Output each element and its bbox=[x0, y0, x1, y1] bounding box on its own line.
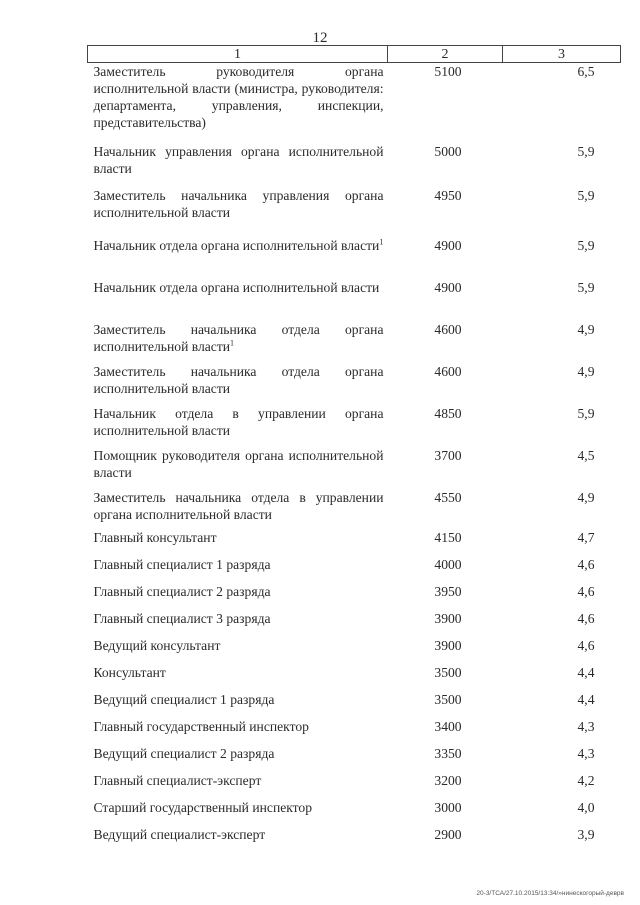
coefficient-value bbox=[503, 794, 621, 821]
salary-value-text: 4550 bbox=[434, 490, 462, 505]
position-name-text: Ведущий специалист 2 разряда bbox=[93, 746, 275, 761]
position-name bbox=[88, 632, 388, 659]
position-name-text: Ведущий специалист 1 разряда bbox=[93, 692, 275, 707]
position-name bbox=[88, 767, 388, 794]
salary-value bbox=[388, 740, 503, 767]
coefficient-value bbox=[503, 578, 621, 605]
table-row bbox=[88, 713, 621, 740]
salary-value bbox=[388, 401, 503, 443]
salary-value bbox=[388, 821, 503, 848]
position-name bbox=[88, 443, 388, 485]
coefficient-value-text: 4,4 bbox=[577, 692, 595, 707]
salary-value-text: 4900 bbox=[434, 280, 462, 295]
coefficient-value bbox=[503, 527, 621, 551]
table-row bbox=[88, 794, 621, 821]
coefficient-value-text: 4,9 bbox=[577, 322, 595, 337]
position-name bbox=[88, 659, 388, 686]
salary-value bbox=[388, 767, 503, 794]
salary-value bbox=[388, 578, 503, 605]
table-row bbox=[88, 275, 621, 317]
coefficient-value bbox=[503, 443, 621, 485]
position-name-text: Главный консультант bbox=[93, 530, 217, 545]
position-name-text: Ведущий специалист-эксперт bbox=[93, 827, 266, 842]
salary-value-text: 3900 bbox=[434, 611, 462, 626]
salary-value-text: 3500 bbox=[434, 692, 462, 707]
coefficient-value bbox=[503, 551, 621, 578]
table-row bbox=[88, 632, 621, 659]
position-name bbox=[88, 485, 388, 527]
coefficient-value bbox=[503, 401, 621, 443]
position-name-text: Ведущий консультант bbox=[93, 638, 221, 653]
coefficient-value bbox=[503, 767, 621, 794]
salary-value bbox=[388, 317, 503, 359]
salary-value bbox=[388, 632, 503, 659]
coefficient-value bbox=[503, 181, 621, 225]
salary-value-text: 3700 bbox=[434, 448, 462, 463]
coefficient-value-text: 5,9 bbox=[577, 238, 595, 253]
position-name bbox=[88, 713, 388, 740]
salary-value-text: 4150 bbox=[434, 530, 462, 545]
position-name-text: Консультант bbox=[93, 665, 166, 680]
table-row bbox=[88, 578, 621, 605]
position-name bbox=[88, 181, 388, 225]
position-name-text: Начальник управления органа исполнительной власти bbox=[93, 144, 384, 176]
table-row bbox=[88, 767, 621, 794]
coefficient-value bbox=[503, 275, 621, 317]
position-name-text: Главный специалист 2 разряда bbox=[93, 584, 271, 599]
salary-value bbox=[388, 63, 503, 138]
table-row bbox=[88, 225, 621, 275]
position-name-text: Заместитель начальника отдела в управлении органа исполнительной власти bbox=[93, 490, 384, 522]
position-name-text: Главный специалист 1 разряда bbox=[93, 557, 271, 572]
salary-value-text: 3900 bbox=[434, 638, 462, 653]
table-row bbox=[88, 605, 621, 632]
coefficient-value-text: 5,9 bbox=[577, 280, 595, 295]
coefficient-value bbox=[503, 632, 621, 659]
salary-value bbox=[388, 137, 503, 181]
table-row bbox=[88, 551, 621, 578]
coefficient-value-text: 4,3 bbox=[577, 746, 595, 761]
position-name bbox=[88, 401, 388, 443]
table-row bbox=[88, 443, 621, 485]
coefficient-value bbox=[503, 359, 621, 401]
column-header-3: 3 bbox=[503, 46, 621, 63]
position-name-text: Главный государственный инспектор bbox=[93, 719, 309, 734]
coefficient-value bbox=[503, 659, 621, 686]
table-row bbox=[88, 63, 621, 138]
position-name bbox=[88, 275, 388, 317]
salary-value bbox=[388, 605, 503, 632]
salary-value-text: 4900 bbox=[434, 238, 462, 253]
table-row bbox=[88, 359, 621, 401]
salary-value bbox=[388, 485, 503, 527]
position-name bbox=[88, 317, 388, 359]
position-name bbox=[88, 821, 388, 848]
salary-value bbox=[388, 443, 503, 485]
coefficient-value-text: 6,5 bbox=[577, 64, 595, 79]
position-name bbox=[88, 63, 388, 138]
table-row bbox=[88, 137, 621, 181]
position-name-text: Старший государственный инспектор bbox=[93, 800, 313, 815]
coefficient-value-text: 5,9 bbox=[577, 144, 595, 159]
salary-value bbox=[388, 659, 503, 686]
position-name bbox=[88, 578, 388, 605]
salary-value-text: 4000 bbox=[434, 557, 462, 572]
position-name-text: Заместитель начальника отдела органа исполнительной власти bbox=[93, 364, 384, 396]
position-name bbox=[88, 605, 388, 632]
table-row bbox=[88, 686, 621, 713]
salary-value-text: 3000 bbox=[434, 800, 462, 815]
salary-value-text: 3500 bbox=[434, 665, 462, 680]
coefficient-value-text: 4,0 bbox=[577, 800, 595, 815]
salary-value bbox=[388, 551, 503, 578]
position-name bbox=[88, 794, 388, 821]
position-name bbox=[88, 527, 388, 551]
coefficient-value bbox=[503, 63, 621, 138]
position-name bbox=[88, 686, 388, 713]
coefficient-value bbox=[503, 317, 621, 359]
table-header bbox=[88, 46, 621, 63]
position-name bbox=[88, 225, 388, 275]
salary-value-text: 4600 bbox=[434, 322, 462, 337]
coefficient-value-text: 4,4 bbox=[577, 665, 595, 680]
position-name bbox=[88, 551, 388, 578]
position-name-text: Заместитель начальника отдела органа исполнительной власти bbox=[93, 322, 384, 354]
position-name-text: Начальник отдела органа исполнительной власти bbox=[93, 238, 380, 253]
coefficient-value bbox=[503, 137, 621, 181]
coefficient-value-text: 5,9 bbox=[577, 188, 595, 203]
coefficient-value-text: 4,9 bbox=[577, 364, 595, 379]
salary-value-text: 3950 bbox=[434, 584, 462, 599]
footnote-marker: 1 bbox=[230, 338, 235, 348]
salary-value-text: 5000 bbox=[434, 144, 462, 159]
coefficient-value-text: 4,6 bbox=[577, 611, 595, 626]
coefficient-value bbox=[503, 821, 621, 848]
coefficient-value-text: 4,7 bbox=[577, 530, 595, 545]
coefficient-value-text: 4,2 bbox=[577, 773, 595, 788]
salary-value bbox=[388, 713, 503, 740]
table-row bbox=[88, 181, 621, 225]
coefficient-value-text: 4,5 bbox=[577, 448, 595, 463]
position-name bbox=[88, 740, 388, 767]
position-name-text: Заместитель начальника управления органа исполнительной власти bbox=[93, 188, 384, 220]
salary-value bbox=[388, 275, 503, 317]
coefficient-value-text: 3,9 bbox=[577, 827, 595, 842]
position-name-text: Помощник руководителя органа исполнительной власти bbox=[93, 448, 384, 480]
salary-value bbox=[388, 794, 503, 821]
table-row bbox=[88, 740, 621, 767]
salary-value-text: 4950 bbox=[434, 188, 462, 203]
salary-value-text: 3400 bbox=[434, 719, 462, 734]
table-row bbox=[88, 317, 621, 359]
coefficient-value bbox=[503, 605, 621, 632]
footer-stamp: 20-3/ТСА/27.10.2015/13:34/»нинескогорый-деврв bbox=[476, 890, 624, 897]
coefficient-value-text: 4,3 bbox=[577, 719, 595, 734]
footnote-marker: 1 bbox=[379, 237, 384, 247]
table-row bbox=[88, 485, 621, 527]
position-name-text: Главный специалист 3 разряда bbox=[93, 611, 271, 626]
coefficient-value bbox=[503, 485, 621, 527]
salary-value-text: 3200 bbox=[434, 773, 462, 788]
position-name-text: Заместитель руководителя органа исполнительной власти (министра, руководителя: департамента, управления, инспекции, представительства) bbox=[93, 64, 384, 130]
coefficient-value bbox=[503, 713, 621, 740]
coefficient-value-text: 4,6 bbox=[577, 557, 595, 572]
salary-value-text: 5100 bbox=[434, 64, 462, 79]
table-row bbox=[88, 401, 621, 443]
coefficient-value bbox=[503, 740, 621, 767]
salary-value bbox=[388, 225, 503, 275]
table-row bbox=[88, 659, 621, 686]
position-name bbox=[88, 359, 388, 401]
table-body bbox=[88, 63, 621, 849]
salary-value bbox=[388, 181, 503, 225]
coefficient-value-text: 4,9 bbox=[577, 490, 595, 505]
coefficient-value-text: 5,9 bbox=[577, 406, 595, 421]
coefficient-value bbox=[503, 225, 621, 275]
salary-value bbox=[388, 527, 503, 551]
coefficient-value-text: 4,6 bbox=[577, 584, 595, 599]
position-name-text: Начальник отдела в управлении органа исполнительной власти bbox=[93, 406, 384, 438]
table-row bbox=[88, 821, 621, 848]
salary-value-text: 4850 bbox=[434, 406, 462, 421]
column-header-2: 2 bbox=[388, 46, 503, 63]
salary-value-text: 3350 bbox=[434, 746, 462, 761]
salary-value bbox=[388, 359, 503, 401]
salary-table bbox=[87, 45, 621, 848]
page-number: 12 bbox=[312, 30, 328, 46]
coefficient-value-text: 4,6 bbox=[577, 638, 595, 653]
salary-value-text: 4600 bbox=[434, 364, 462, 379]
column-header-1: 1 bbox=[88, 46, 388, 63]
position-name-text: Главный специалист-эксперт bbox=[93, 773, 262, 788]
position-name-text: Начальник отдела органа исполнительной власти bbox=[93, 280, 380, 295]
salary-value-text: 2900 bbox=[434, 827, 462, 842]
coefficient-value bbox=[503, 686, 621, 713]
salary-value bbox=[388, 686, 503, 713]
position-name bbox=[88, 137, 388, 181]
table-row bbox=[88, 527, 621, 551]
